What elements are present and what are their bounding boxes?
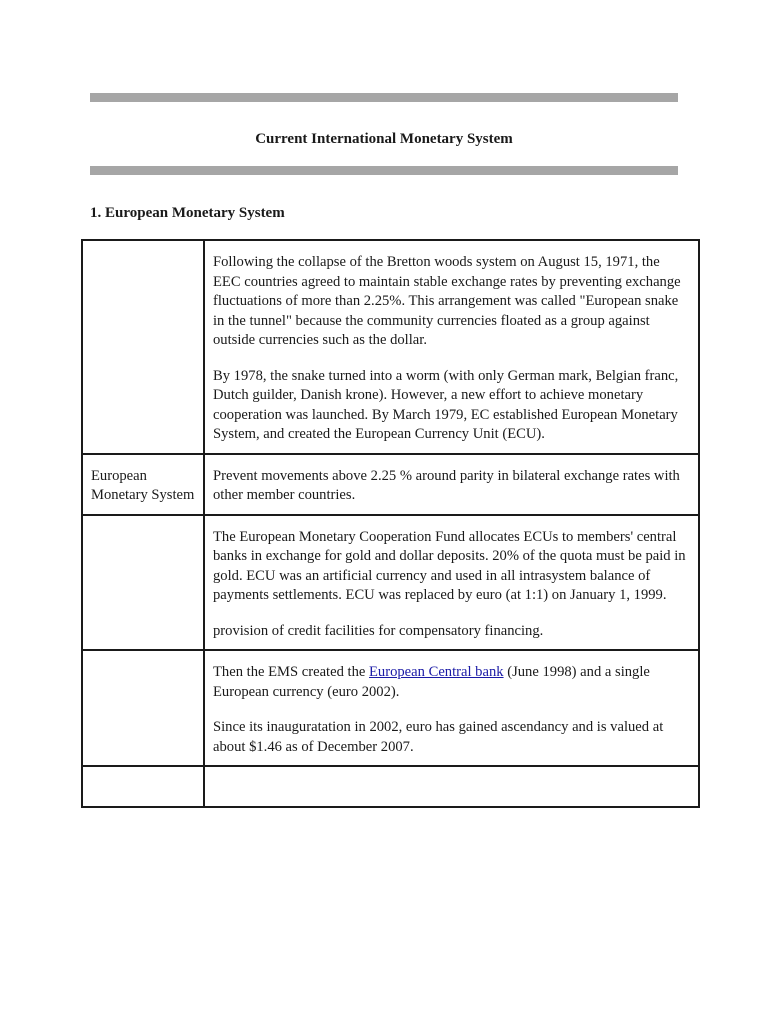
text-run: (June 1998) and a single European currency (euro 2002).: [213, 664, 650, 700]
bottom-rule: [90, 166, 678, 175]
table-row: [82, 650, 699, 766]
top-rule: [90, 93, 678, 102]
paragraph: The European Monetary Cooperation Fund allocates ECUs to members' central banks in exchange for gold and dollar deposits. 20% of the quota must be paid in gold. ECU was an artificial currency and used in all intrasystem balance of payments settlements. ECU was replaced by euro (at 1:1) on January 1, 1999.: [213, 528, 686, 603]
table-row: [82, 766, 699, 807]
ecb-link[interactable]: European Central bank: [369, 664, 504, 680]
table-row: [82, 240, 699, 454]
row-label-cell: [82, 766, 204, 807]
row-label-cell: [82, 515, 204, 651]
row-text-cell: [204, 240, 699, 454]
row-label-cell: [82, 240, 204, 454]
row-label-cell: [82, 650, 204, 766]
paragraph: Following the collapse of the Bretton woods system on August 15, 1971, the EEC countries agreed to maintain stable exchange rates by preventing exchange fluctuations of more than 2.25%. This arrangement was called "European snake in the tunnel" because the community currencies floated as a group against outside currencies such as the dollar.: [213, 254, 681, 348]
row-label-cell: European Monetary System: [82, 454, 204, 515]
ems-table: [81, 239, 700, 808]
table-row: [82, 454, 699, 515]
row-text-cell: [204, 766, 699, 807]
paragraph: Since its inauguratation in 2002, euro has gained ascendancy and is valued at about $1.46 as of December 2007.: [213, 719, 664, 755]
paragraph: By 1978, the snake turned into a worm (with only German mark, Belgian franc, Dutch guilder, Danish krone). However, a new effort to achieve monetary cooperation was launched. By March 1979, EC established European Monetary System, and created the European Currency Unit (ECU).: [213, 367, 679, 442]
document-title: Current International Monetary System: [255, 131, 513, 147]
section-heading: 1. European Monetary System: [90, 205, 285, 221]
text-run: Then the EMS created the: [213, 664, 370, 680]
paragraph: [213, 663, 690, 702]
row-text-cell: [204, 515, 699, 651]
row-text-cell: [204, 650, 699, 766]
table-row: [82, 515, 699, 651]
paragraph: Prevent movements above 2.25 % around parity in bilateral exchange rates with other member countries.: [213, 467, 680, 503]
paragraph: provision of credit facilities for compensatory financing.: [213, 622, 544, 639]
row-text-cell: [204, 454, 699, 515]
